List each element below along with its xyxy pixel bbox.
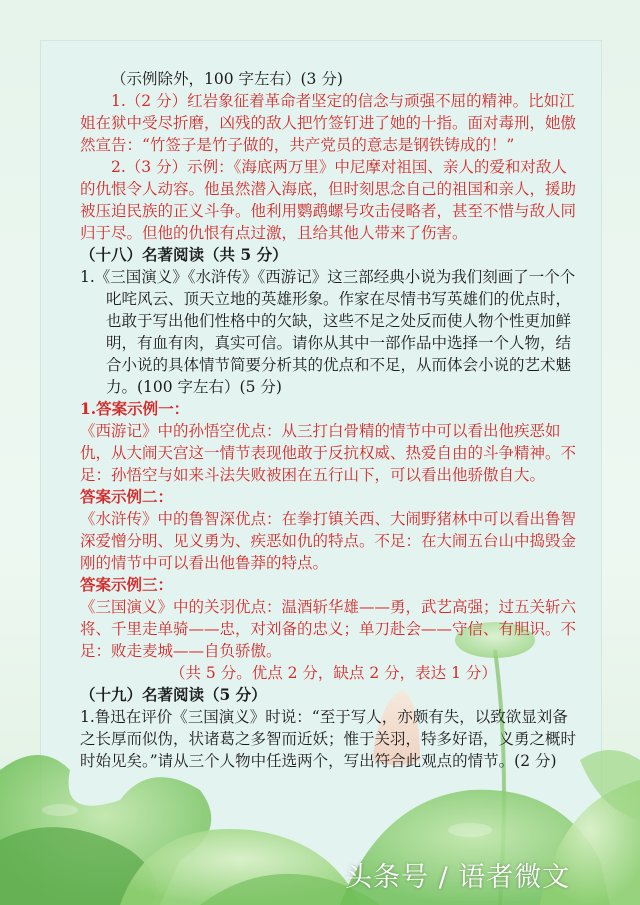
- document-body: [80, 68, 580, 772]
- watermark: 头条号 / 语者微文: [345, 862, 571, 893]
- answer-paragraph-2: 2.（3 分）示例：《海底两万里》中尼摩对祖国、亲人的爱和对敌人的仇恨令人动容。他虽然潜入海底，但时刻思念自己的祖国和亲人，援助被压迫民族的正义斗争。他利用鹦鹉螺号攻击侵略者，甚至不惜与敌人同归于尽。但他的仇恨有点过激，且给其他人带来了伤害。: [80, 158, 577, 242]
- answer-example-3-title: 答案示例三：: [80, 575, 174, 594]
- instruction-line: （示例除外，100 字左右）(3 分): [111, 70, 343, 88]
- answer-example-1-body: 《西游记》中的孙悟空优点：从三打白骨精的情节中可以看出他疾恶如仇，从大闹天宫这一情节表现他敢于反抗权威、热爱自由的斗争精神。不足：孙悟空与如来斗法失败被困在五行山下，可以看出他骄傲自大。: [80, 422, 577, 484]
- question-19-1: 1.鲁迅在评价《三国演义》时说：“至于写人，亦颇有失，以致欲显刘备之长厚而似伪，状诸葛之多智而近妖；惟于关羽，特多好语，义勇之概时时始见矣。”请从三个人物中任选两个，写出符合此观点的情节。(2 分): [80, 708, 577, 770]
- section-heading-19: （十九）名著阅读（5 分）: [80, 685, 267, 704]
- answer-example-2-title: 答案示例二：: [80, 487, 174, 506]
- scoring-note: （共 5 分。优点 2 分，缺点 2 分，表达 1 分）: [170, 664, 497, 682]
- answer-example-2-body: 《水浒传》中的鲁智深优点：在拳打镇关西、大闹野猪林中可以看出鲁智深爱憎分明、见义勇为、疾恶如仇的特点。不足：在大闹五台山中捣毁金刚的情节中可以看出他鲁莽的特点。: [80, 510, 577, 572]
- answer-example-1-title: 1.答案示例一：: [80, 399, 190, 418]
- answer-example-3-body: 《三国演义》中的关羽优点：温酒斩华雄——勇，武艺高强；过五关斩六将、千里走单骑——忠，对刘备的忠义；单刀赴会——守信、有胆识。不足：败走麦城——自负骄傲。: [80, 598, 577, 660]
- section-heading-18: （十八）名著阅读（共 5 分）: [80, 245, 288, 264]
- question-18-1: 1.《三国演义》《水浒传》《西游记》这三部经典小说为我们刻画了一个个叱咤风云、顶天立地的英雄形象。作家在尽情书写英雄们的优点时，也敢于写出他们性格中的欠缺，这些不足之处反而使人物个性更加鲜明，有血有肉，真实可信。请你从其中一部作品中选择一个人物，结合小说的具体情节简要分析其的优点和不足，从而体会小说的艺术魅力。(100 字左右）(5 分): [80, 268, 576, 396]
- answer-paragraph-1: 1.（2 分）红岩象征着革命者坚定的信念与顽强不屈的精神。比如江姐在狱中受尽折磨，凶残的敌人把竹签钉进了她的十指。面对毒刑，她傲然宣告：“竹签子是竹子做的，共产党员的意志是钢铁铸成的！”: [80, 92, 577, 154]
